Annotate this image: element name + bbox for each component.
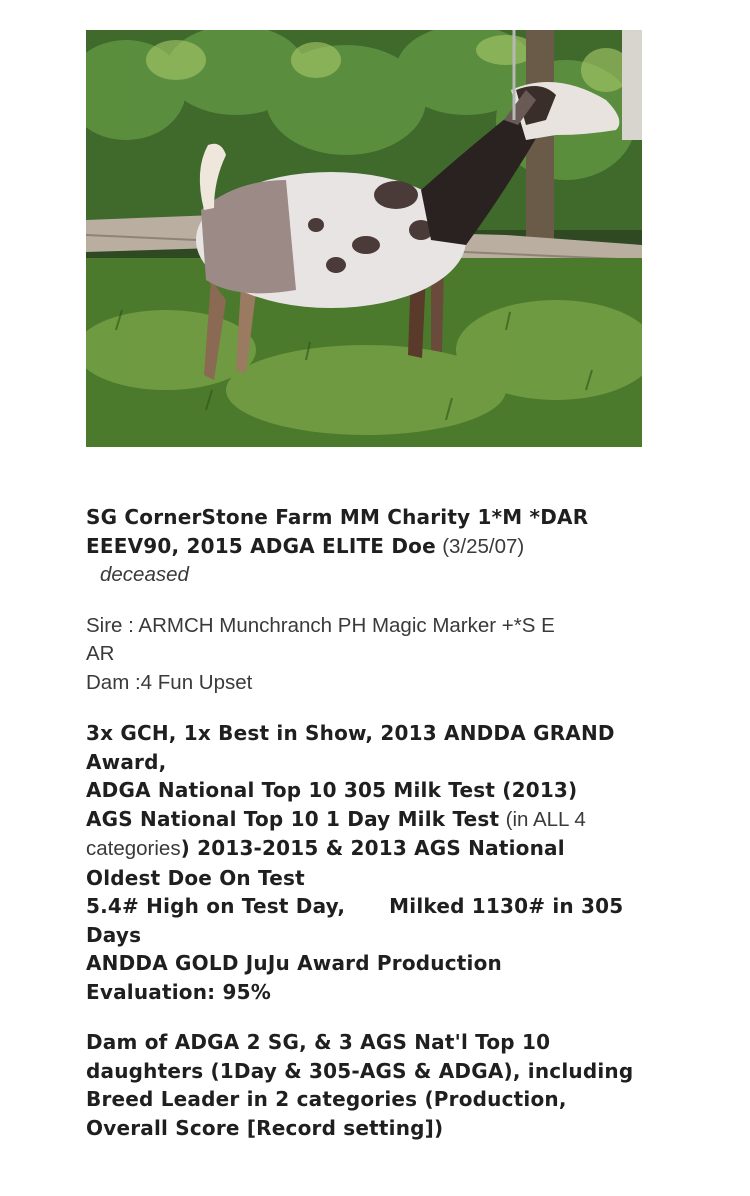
title-line-2: EEEV90, 2015 ADGA ELITE Doe bbox=[86, 533, 436, 558]
status-text: deceased bbox=[100, 563, 189, 586]
birth-date: (3/25/07) bbox=[442, 534, 525, 558]
awards-line-7a: 5.4# High on Test Day, bbox=[86, 894, 346, 918]
awards-line-3: ADGA National Top 10 305 Milk Test (2013) bbox=[86, 778, 578, 802]
awards-line-4: AGS National Top 10 1 Day Milk Test bbox=[86, 806, 500, 831]
awards-line-2: Award, bbox=[86, 749, 167, 774]
sire-line-2: AR bbox=[86, 642, 115, 665]
awards-line-4-note: (in ALL 4 bbox=[505, 807, 586, 831]
offspring-line-2: daughters (1Day & 305-AGS & ADGA), including bbox=[86, 1058, 634, 1083]
awards-line-9: ANDDA GOLD JuJu Award Production bbox=[86, 951, 502, 975]
awards-line-6: Oldest Doe On Test bbox=[86, 865, 305, 890]
awards-line-10: Evaluation: 95% bbox=[86, 979, 272, 1004]
awards-line-7b: Milked 1130# in 305 bbox=[389, 894, 624, 918]
awards-line-1: 3x GCH, 1x Best in Show, 2013 ANDDA GRAND bbox=[86, 721, 615, 745]
goat-description bbox=[86, 503, 642, 1142]
dam-line: Dam :4 Fun Upset bbox=[86, 670, 253, 694]
offspring-line-3: Breed Leader in 2 categories (Production, bbox=[86, 1087, 567, 1111]
title-line-1: SG CornerStone Farm MM Charity 1*M *DAR bbox=[86, 505, 589, 529]
goat-title bbox=[86, 503, 642, 590]
awards-line-5: ) 2013-2015 & 2013 AGS National bbox=[180, 836, 565, 860]
awards bbox=[86, 719, 642, 1006]
offspring-line-1: Dam of ADGA 2 SG, & 3 AGS Nat'l Top 10 bbox=[86, 1030, 551, 1054]
offspring-line-4: Overall Score [Record setting]) bbox=[86, 1115, 444, 1140]
offspring bbox=[86, 1028, 642, 1142]
goat-photo bbox=[86, 30, 642, 447]
awards-line-5-note: categories bbox=[86, 837, 181, 860]
awards-line-8: Days bbox=[86, 922, 142, 947]
pedigree bbox=[86, 612, 642, 698]
sire-line-1: Sire : ARMCH Munchranch PH Magic Marker +*S E bbox=[86, 613, 555, 637]
